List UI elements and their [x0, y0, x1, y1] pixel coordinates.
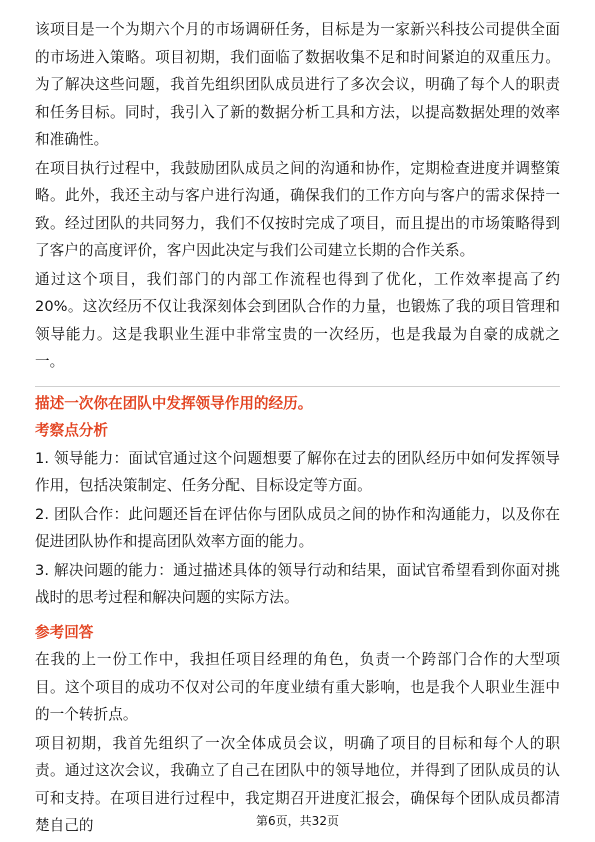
analysis-item-2: 2. 团队合作：此问题还旨在评估你与团队成员之间的协作和沟通能力，以及你在促进团队协作和提高团队效率方面的能力。 — [35, 505, 560, 550]
question-heading: 描述一次你在团队中发挥领导作用的经历。 — [35, 394, 313, 412]
analysis-heading: 考察点分析 — [35, 422, 108, 439]
answer-paragraph-1: 在我的上一份工作中，我担任项目经理的角色，负责一个跨部门合作的大型项目。这个项目的成功不仅对公司的年度业绩有重大影响，也是我个人职业生涯中的一个转折点。 — [35, 651, 560, 723]
analysis-item-3: 3. 解决问题的能力：通过描述具体的领导行动和结果，面试官希望看到你面对挑战时的思考过程和解决问题的实际方法。 — [35, 561, 560, 606]
page-footer: 第6页，共32页 — [256, 814, 339, 828]
analysis-item-1: 1. 领导能力：面试官通过这个问题想要了解你在过去的团队经历中如何发挥领导作用，包括决策制定、任务分配、目标设定等方面。 — [35, 449, 560, 494]
answer-heading: 参考回答 — [35, 623, 94, 641]
answer-paragraph-2: 项目初期，我首先组织了一次全体成员会议，明确了项目的目标和每个人的职责。通过这次会议，我确立了自己在团队中的领导地位，并得到了团队成员的认可和支持。在项目进行过程中，我定期召开进度汇报会，确保每个团队成员都清楚自己的 — [35, 734, 560, 834]
document-page — [35, 16, 560, 841]
intro-paragraph-3: 通过这个项目，我们部门的内部工作流程也得到了优化，工作效率提高了约20%。这次经历不仅让我深刻体会到团队合作的力量，也锻炼了我的项目管理和领导能力。这是我职业生涯中非常宝贵的一次经历，也是我最为自豪的成就之一。 — [35, 270, 560, 370]
section-divider — [35, 386, 560, 387]
intro-paragraph-2: 在项目执行过程中，我鼓励团队成员之间的沟通和协作，定期检查进度并调整策略。此外，我还主动与客户进行沟通，确保我们的工作方向与客户的需求保持一致。经过团队的共同努力，我们不仅按时完成了项目，而且提出的市场策略得到了客户的高度评价，客户因此决定与我们公司建立长期的合作关系。 — [35, 159, 560, 259]
intro-paragraph-1: 该项目是一个为期六个月的市场调研任务，目标是为一家新兴科技公司提供全面的市场进入策略。项目初期，我们面临了数据收集不足和时间紧迫的双重压力。为了解决这些问题，我首先组织团队成员进行了多次会议，明确了每个人的职责和任务目标。同时，我引入了新的数据分析工具和方法，以提高数据处理的效率和准确性。 — [35, 21, 560, 148]
